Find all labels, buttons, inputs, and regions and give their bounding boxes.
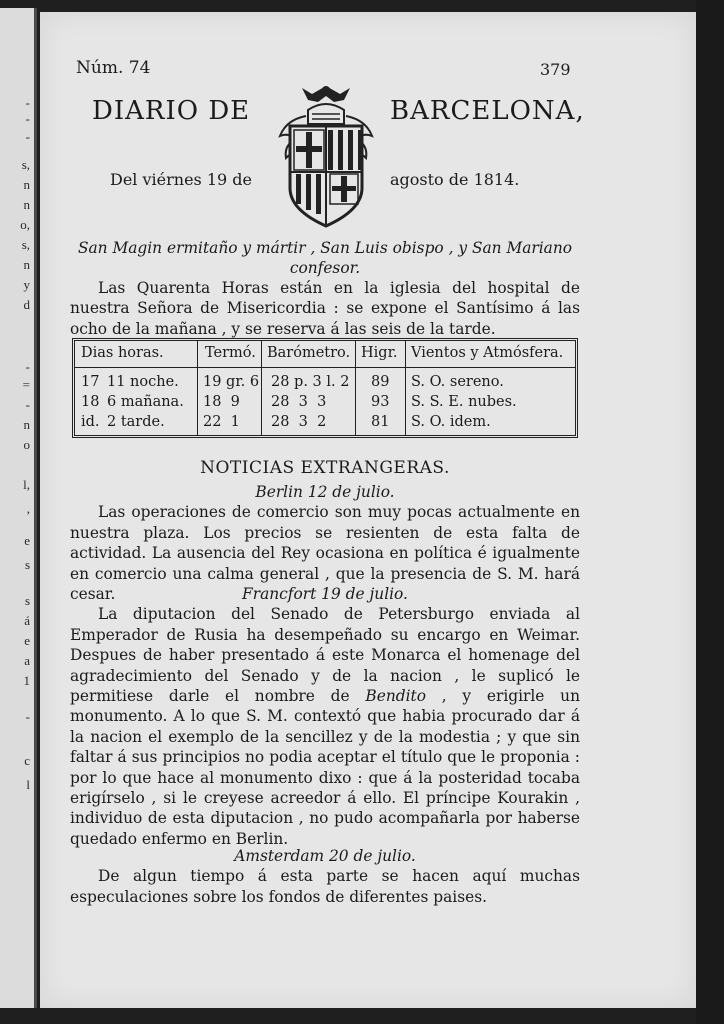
- left-page-text-fragment: d: [23, 297, 30, 312]
- issue-number: Núm. 74: [76, 58, 151, 78]
- article-amsterdam: [70, 846, 580, 907]
- left-page-text-fragment: o,: [20, 217, 30, 232]
- scan-border: [696, 0, 724, 1024]
- left-page-text-fragment: á: [24, 613, 30, 628]
- left-page-text-fragment: e: [24, 533, 30, 548]
- left-page-text-fragment: ,: [26, 501, 30, 516]
- table-cell: 28 3 2: [271, 414, 327, 430]
- table-cell: 2 tarde.: [107, 414, 165, 430]
- left-page-text-fragment: a: [24, 653, 30, 668]
- left-page-text-fragment: =: [22, 377, 30, 392]
- article-text: Las operaciones de comercio son muy pocas actualmente en nuestra plaza. Los precios se resienten de esta falta de actividad. La ausencia del Rey ocasiona en política é igualmente en comercio una calma general , que la presencia de S. M. hará cesar.: [70, 503, 580, 604]
- left-page-text-fragment: c: [24, 753, 30, 768]
- article-text-part: La diputacion del Senado de Petersburgo enviada al Emperador de Rusia ha desempeñado su encargo en Weimar. Despues de haber presentado á este Monarca el homenage del agradecimiento del Senado y de la nacion , le suplicó le permitiese darle el nombre de: [70, 605, 580, 706]
- left-page-text-fragment: n: [23, 417, 30, 432]
- masthead-title-left: DIARIO DE: [92, 96, 251, 126]
- table-cell: S. S. E. nubes.: [411, 394, 517, 410]
- left-page-text-fragment: -: [25, 397, 30, 412]
- table-cell: 93: [371, 394, 390, 410]
- left-page-text-fragment: l,: [23, 477, 30, 492]
- left-page-text-fragment: s,: [21, 237, 30, 252]
- left-page-edge: [0, 8, 37, 1008]
- table-cell: 81: [371, 414, 390, 430]
- weather-table: [72, 338, 578, 438]
- left-page-text-fragment: -: [25, 95, 30, 110]
- table-cell: 18: [81, 394, 100, 410]
- table-cell: 28 3 3: [271, 394, 327, 410]
- left-page-text-fragment: s,: [21, 157, 30, 172]
- left-page-text-fragment: s: [24, 557, 30, 572]
- table-cell: 22 1: [203, 414, 240, 430]
- left-page-text-fragment: e: [24, 633, 30, 648]
- masthead-title-right: BARCELONA,: [390, 96, 585, 126]
- table-cell: S. O. idem.: [411, 414, 491, 430]
- issue-date-left: Del viérnes 19 de: [110, 170, 252, 189]
- article-text: [70, 604, 580, 849]
- issue-date-right: agosto de 1814.: [390, 170, 520, 189]
- forty-hours-notice: Las Quarenta Horas están en la iglesia del hospital de nuestra Señora de Misericordia : se expone el Santísimo á las ocho de la mañana , y se reserva á las seis de la tarde.: [70, 279, 580, 338]
- article-dateline: Francfort 19 de julio.: [242, 585, 408, 603]
- table-cell: id.: [81, 414, 100, 430]
- left-page-text-fragment: l: [26, 777, 30, 792]
- left-page-text-fragment: n: [23, 197, 30, 212]
- left-page-text-fragment: n: [23, 177, 30, 192]
- article-dateline: Amsterdam 20 de julio.: [234, 847, 416, 865]
- table-cell: 11 noche.: [107, 374, 179, 390]
- left-page-text-fragment: -: [25, 709, 30, 724]
- left-page-text-fragment: 1: [23, 673, 30, 688]
- table-cell: 89: [371, 374, 390, 390]
- weather-header-hygro: Higr.: [361, 345, 398, 361]
- article-francfort: [70, 584, 580, 849]
- left-page-text-fragment: -: [25, 359, 30, 374]
- page-number: 379: [540, 60, 571, 79]
- section-title: NOTICIAS EXTRANGERAS.: [200, 458, 450, 478]
- table-cell: 28 p. 3 l. 2: [271, 374, 350, 390]
- weather-header-days: Dias horas.: [81, 345, 164, 361]
- table-cell: 18 9: [203, 394, 240, 410]
- barcelona-coat-of-arms-icon: [272, 80, 380, 232]
- article-text-part: , y erigirle un monumento. A lo que S. M. contextó que habia procurado dar á la nacion el exemplo de la sencillez y de la modestia ; y que sin faltar á sus principios no podia aceptar el título que le proponia : por lo que hace al monumento dixo : que á la posteridad tocaba erigírselo , si le creyese acreedor á ello. El príncipe Kourakin , individuo de esta diputacion , no pudo acompañarla por haberse quedado enfermo en Berlin.: [70, 687, 581, 848]
- table-cell: 6 mañana.: [107, 394, 184, 410]
- left-page-text-fragment: s: [24, 593, 30, 608]
- left-page-text-fragment: -: [25, 129, 30, 144]
- left-page-text-fragment: -: [25, 111, 30, 126]
- weather-header-thermo: Termó.: [205, 345, 256, 361]
- article-dateline: Berlin 12 de julio.: [255, 483, 395, 501]
- article-text-italic: Bendito: [365, 687, 426, 706]
- weather-header-wind: Vientos y Atmósfera.: [411, 345, 564, 361]
- article-text: De algun tiempo á esta parte se hacen aquí muchas especulaciones sobre los fondos de diferentes paises.: [70, 867, 580, 906]
- saints-of-the-day: San Magin ermitaño y mártir , San Luis obispo , y San Mariano confesor.: [77, 239, 573, 278]
- table-cell: S. O. sereno.: [411, 374, 504, 390]
- left-page-text-fragment: n: [23, 257, 30, 272]
- left-page-text-fragment: y: [23, 277, 30, 292]
- table-cell: 19 gr. 6: [203, 374, 260, 390]
- weather-header-baro: Barómetro.: [267, 345, 351, 361]
- left-page-text-fragment: o: [23, 437, 30, 452]
- table-cell: 17: [81, 374, 100, 390]
